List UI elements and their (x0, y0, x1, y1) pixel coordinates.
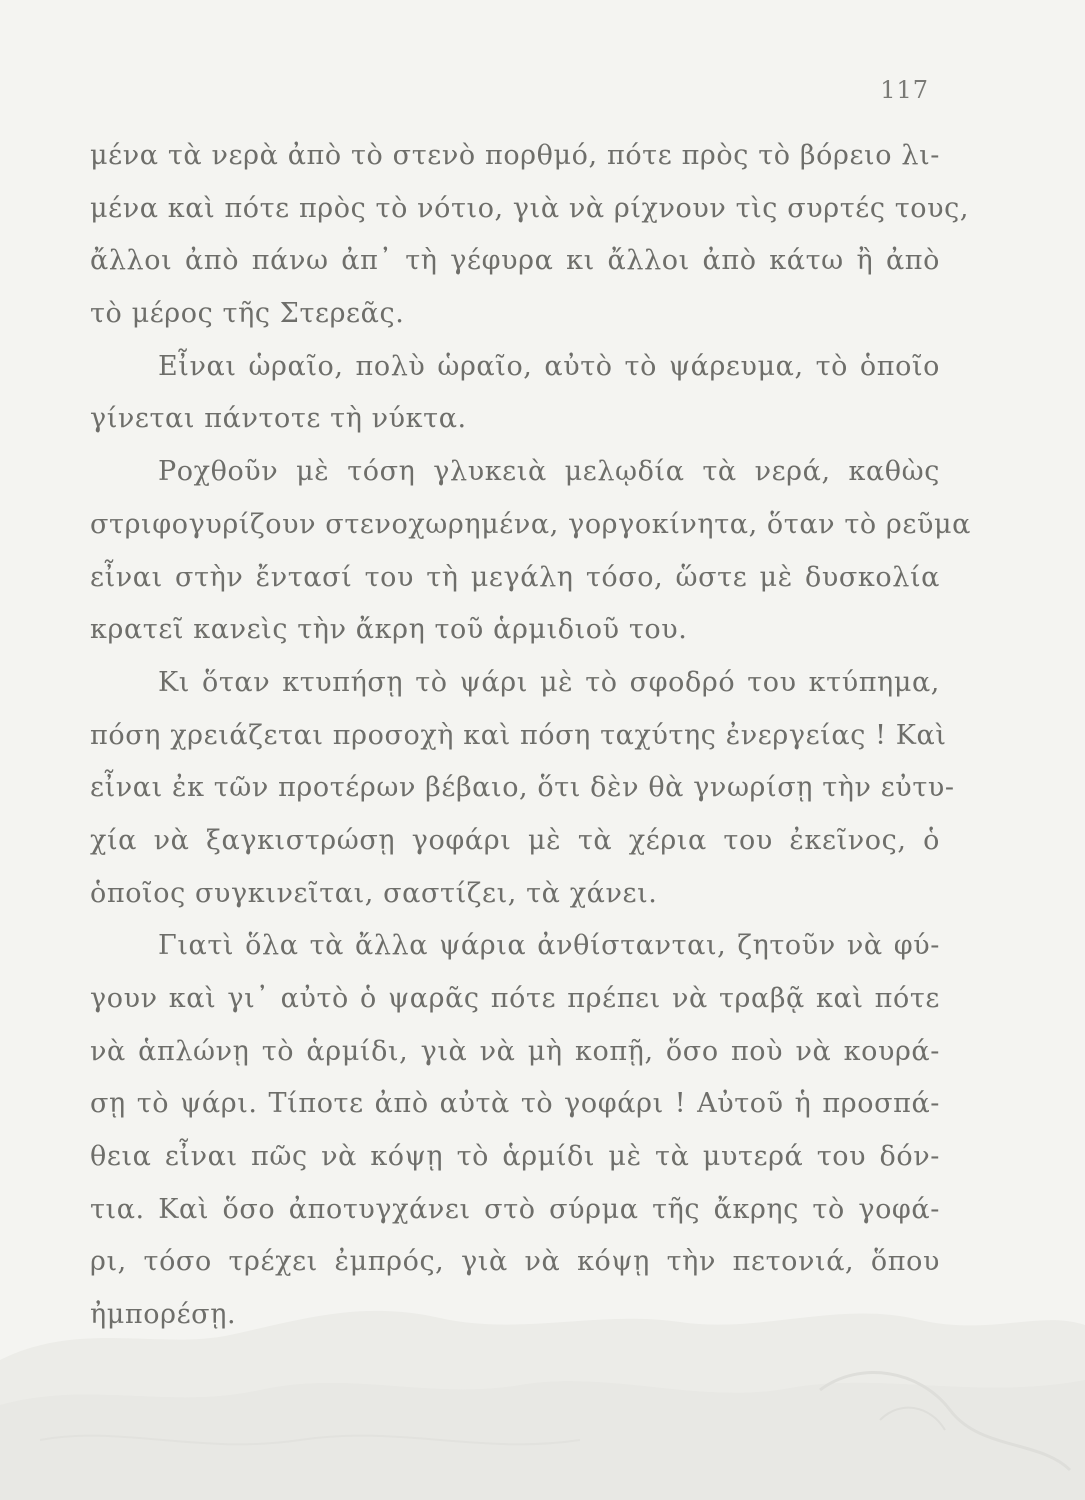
page-number: 117 (880, 76, 929, 104)
text-line: Εἶναι ὡραῖο, πολὺ ὡραῖο, αὐτὸ τὸ ψάρευμα, τὸ ὁποῖο (158, 350, 940, 382)
text-line: τὸ μέρος τῆς Στερεᾶς. (90, 298, 405, 330)
text-line: Γιατὶ ὅλα τὰ ἄλλα ψάρια ἀνθίστανται, ζητοῦν νὰ φύ- (158, 930, 940, 962)
text-line: σῃ τὸ ψάρι. Τίποτε ἀπὸ αὐτὰ τὸ γοφάρι ! Αὐτοῦ ἡ προσπά- (90, 1088, 940, 1120)
text-line: εἶναι ἐκ τῶν προτέρων βέβαιο, ὅτι δὲν θὰ γνωρίσῃ τὴν εὐτυ- (90, 772, 955, 804)
text-line: Ροχθοῦν μὲ τόση γλυκειὰ μελῳδία τὰ νερά, καθὼς (158, 456, 940, 488)
text-line: ἄλλοι ἀπὸ πάνω ἀπ᾽ τὴ γέφυρα κι ἄλλοι ἀπὸ κάτω ἢ ἀπὸ (90, 245, 940, 277)
text-line: Κι ὅταν κτυπήσῃ τὸ ψάρι μὲ τὸ σφοδρό του κτύπημα, (158, 666, 940, 698)
wave-ornament-background (0, 1240, 1085, 1500)
text-line: χία νὰ ξαγκιστρώσῃ γοφάρι μὲ τὰ χέρια του ἐκεῖνος, ὁ (90, 824, 940, 856)
text-line: θεια εἶναι πῶς νὰ κόψῃ τὸ ἁρμίδι μὲ τὰ μυτερά του δόν- (90, 1141, 940, 1173)
text-line: κρατεῖ κανεὶς τὴν ἄκρη τοῦ ἁρμιδιοῦ του. (90, 614, 688, 646)
text-line: νὰ ἁπλώνῃ τὸ ἁρμίδι, γιὰ νὰ μὴ κοπῇ, ὅσο ποὺ νὰ κουρά- (90, 1035, 940, 1067)
text-line: ἠμπορέσῃ. (90, 1299, 237, 1331)
text-line: τια. Καὶ ὅσο ἀποτυγχάνει στὸ σύρμα τῆς ἄκρης τὸ γοφά- (90, 1193, 940, 1225)
text-line: πόση χρειάζεται προσοχὴ καὶ πόση ταχύτης ἐνεργείας ! Καὶ (90, 719, 947, 751)
text-line: ρι, τόσο τρέχει ἐμπρός, γιὰ νὰ κόψῃ τὴν πετονιά, ὅπου (90, 1246, 940, 1278)
text-line: ὁποῖος συγκινεῖται, σαστίζει, τὰ χάνει. (90, 877, 658, 909)
text-line: γουν καὶ γι᾽ αὐτὸ ὁ ψαρᾶς πότε πρέπει νὰ τραβᾷ καὶ πότε (90, 983, 940, 1014)
text-line: μένα καὶ πότε πρὸς τὸ νότιο, γιὰ νὰ ρίχνουν τὶς συρτές τους, (90, 192, 970, 224)
text-line: στριφογυρίζουν στενοχωρημένα, γοργοκίνητα, ὅταν τὸ ρεῦμα (90, 508, 971, 540)
text-line: γίνεται πάντοτε τὴ νύκτα. (90, 403, 467, 435)
text-line: εἶναι στὴν ἔντασί του τὴ μεγάλη τόσο, ὥστε μὲ δυσκολία (90, 561, 940, 593)
text-line: μένα τὰ νερὰ ἀπὸ τὸ στενὸ πορθμό, πότε πρὸς τὸ βόρειο λι- (90, 140, 940, 171)
